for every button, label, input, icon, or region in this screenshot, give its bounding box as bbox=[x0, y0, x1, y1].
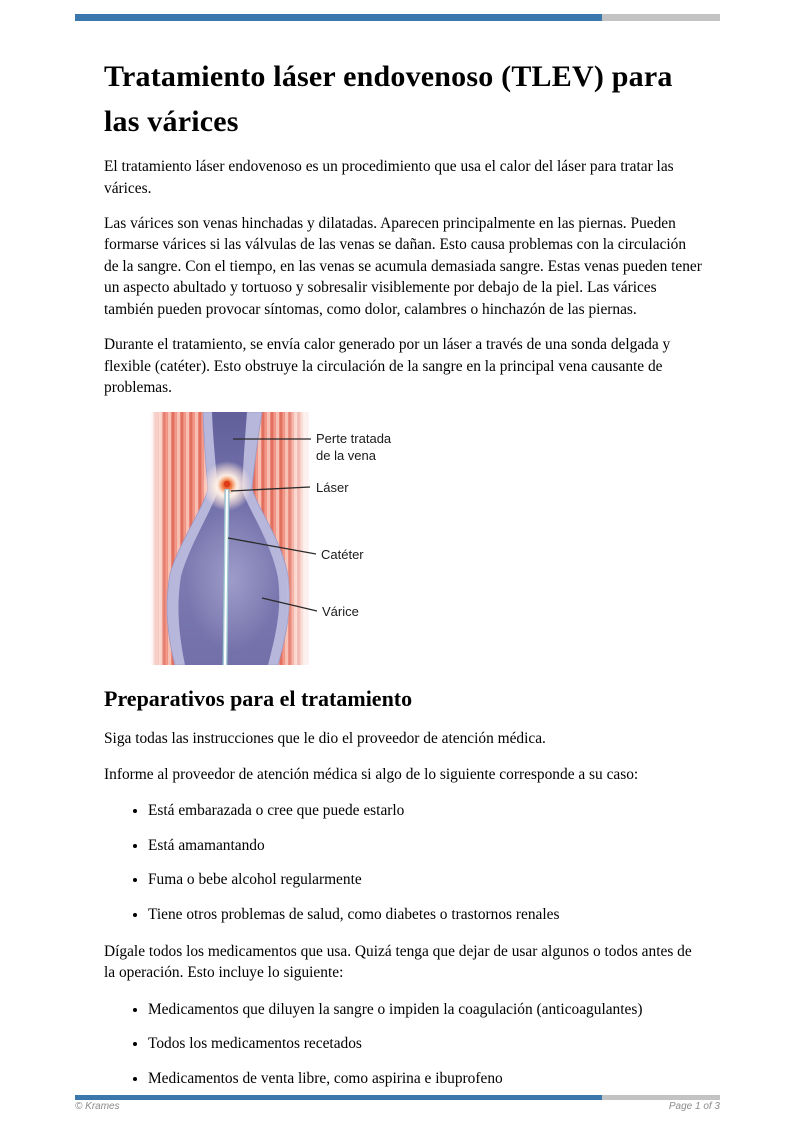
document-content bbox=[104, 40, 704, 1104]
list-item: • Medicamentos de venta libre, como aspirina e ibuprofeno bbox=[148, 1068, 704, 1090]
left-edge-fade bbox=[150, 412, 166, 665]
list-item: • Todos los medicamentos recetados bbox=[148, 1033, 704, 1055]
label-treated-vein-line2: de la vena bbox=[316, 448, 376, 464]
preparation-paragraph-3: Dígale todos los medicamentos que usa. Quizá tenga que dejar de usar algunos o todos antes de la operación. Esto incluye lo siguiente: bbox=[104, 942, 692, 982]
preparation-paragraph-1: Siga todas las instrucciones que le dio el proveedor de atención médica. bbox=[104, 730, 546, 748]
footer-page-number: Page 1 of 3 bbox=[668, 1101, 720, 1112]
medications-list bbox=[104, 999, 704, 1090]
label-catheter: Catéter bbox=[321, 547, 364, 563]
page-title: Tratamiento láser endovenoso (TLEV) para las várices bbox=[104, 60, 673, 138]
conditions-list bbox=[104, 800, 704, 925]
vein-laser-illustration-svg bbox=[150, 412, 410, 665]
laser-glow-center bbox=[224, 481, 230, 487]
footer-rule bbox=[75, 1095, 720, 1100]
list-item: • Tiene otros problemas de salud, como diabetes o trastornos renales bbox=[148, 904, 704, 926]
footer bbox=[75, 1101, 720, 1112]
label-varicose-vein: Várice bbox=[322, 604, 359, 620]
right-edge-fade bbox=[286, 412, 310, 665]
list-item: • Medicamentos que diluyen la sangre o impiden la coagulación (anticoagulantes) bbox=[148, 999, 704, 1021]
preparation-paragraph-2: Informe al proveedor de atención médica si algo de lo siguiente corresponde a su caso: bbox=[104, 765, 639, 783]
footer-copyright: © Krames bbox=[75, 1101, 120, 1112]
vein-laser-illustration bbox=[150, 412, 410, 665]
intro-paragraph-3: Durante el tratamiento, se envía calor generado por un láser a través de una sonda delgada y flexible (catéter). Esto obstruye la circulación de la sangre en la principal vena causante de problemas. bbox=[104, 336, 671, 397]
section-heading-preparation: Preparativos para el tratamiento bbox=[104, 686, 413, 712]
vein-bulge-highlight bbox=[186, 508, 278, 652]
list-item: • Está amamantando bbox=[148, 835, 704, 857]
list-item: • Fuma o bebe alcohol regularmente bbox=[148, 869, 704, 891]
label-laser: Láser bbox=[316, 480, 349, 496]
intro-paragraph-1: El tratamiento láser endovenoso es un procedimiento que usa el calor del láser para tratar las várices. bbox=[104, 158, 674, 197]
list-item: • Está embarazada o cree que puede estarlo bbox=[148, 800, 704, 822]
intro-paragraph-2: Las várices son venas hinchadas y dilatadas. Aparecen principalmente en las piernas. Pueden formarse várices si las válvulas de las venas se dañan. Esto causa problemas con la circulación de la sangre. Con el tiempo, en las venas se acumula demasiada sangre. Estas venas pueden tener un aspecto abultado y tortuoso y sobresalir visiblemente por debajo de la piel. Las várices también pueden provocar síntomas, como dolor, calambres o hinchazón de las piernas. bbox=[104, 214, 702, 319]
header-rule bbox=[75, 14, 720, 21]
label-treated-vein-line1: Perte tratada bbox=[316, 431, 392, 447]
